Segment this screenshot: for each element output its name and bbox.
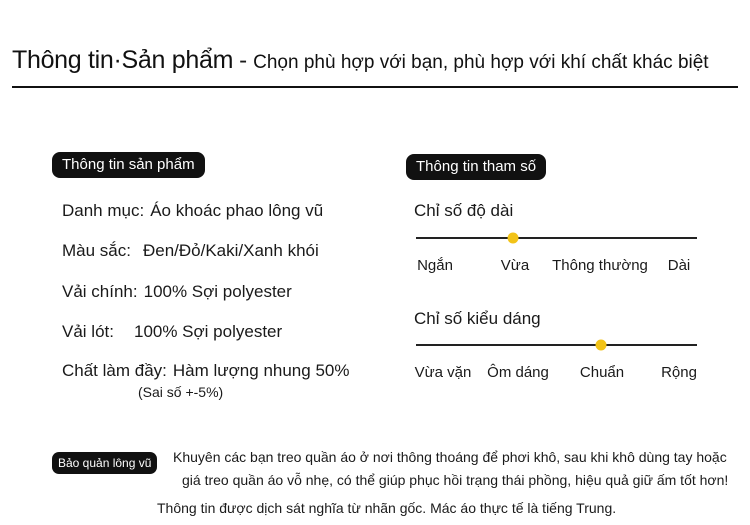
info-row-category (62, 202, 323, 219)
length-option-short: Ngắn (417, 257, 453, 274)
product-info-badge: Thông tin sản phẩm (52, 152, 205, 178)
page-subtitle: Chọn phù hợp với bạn, phù hợp với khí chất khác biệt (253, 52, 709, 73)
color-label: Màu sắc: (62, 241, 131, 260)
category-value: Áo khoác phao lông vũ (150, 201, 324, 220)
page-title: Thông tin·Sản phẩm (12, 46, 234, 74)
care-instructions (173, 446, 733, 492)
style-option-standard: Chuẩn (579, 364, 625, 381)
care-text-line-1: Khuyên các bạn treo quần áo ở nơi thông thoáng để phơi khô, sau khi khô dùng tay hoặc (173, 449, 727, 465)
style-scale-line (416, 344, 697, 346)
care-badge: Bảo quản lông vũ (52, 452, 157, 474)
lining-label: Vải lót: (62, 322, 114, 341)
length-option-long: Dài (667, 257, 691, 274)
translation-note: Thông tin được dịch sát nghĩa từ nhãn gốc. Mác áo thực tế là tiếng Trung. (157, 500, 617, 516)
parameters-badge: Thông tin tham số (406, 154, 546, 180)
info-row-color (62, 242, 319, 259)
filling-tolerance-note: (Sai số +-5%) (138, 384, 224, 400)
title-separator: - (239, 47, 248, 74)
length-scale-line (416, 237, 697, 239)
info-row-main-fabric (62, 283, 292, 300)
header-divider (12, 86, 738, 88)
style-option-slim: Ôm dáng (487, 364, 549, 381)
style-scale-label: Chỉ số kiểu dáng (414, 309, 541, 328)
category-label: Danh mục: (62, 201, 145, 220)
page-header (12, 48, 709, 73)
care-text-line-2: giá treo quần áo vỗ nhẹ, có thể giúp phục hồi trạng thái phồng, hiệu quả giữ ấm tốt hơn! (182, 472, 729, 488)
filling-label: Chất làm đầy: (62, 361, 167, 380)
lining-value: 100% Sợi polyester (133, 322, 283, 341)
length-option-medium: Vừa (500, 257, 530, 274)
style-scale-marker (596, 340, 607, 351)
info-row-lining (62, 323, 282, 340)
length-scale-label: Chỉ số độ dài (414, 201, 514, 220)
style-option-loose: Rộng (661, 364, 697, 381)
main-fabric-label: Vải chính: (62, 282, 138, 301)
color-value: Đen/Đỏ/Kaki/Xanh khói (142, 241, 319, 260)
info-row-filling (62, 362, 349, 379)
filling-value: Hàm lượng nhung 50% (172, 361, 350, 380)
length-scale-marker (508, 233, 519, 244)
length-option-regular: Thông thường (552, 257, 648, 274)
style-option-fitted: Vừa vặn (414, 364, 472, 381)
main-fabric-value: 100% Sợi polyester (143, 282, 292, 301)
